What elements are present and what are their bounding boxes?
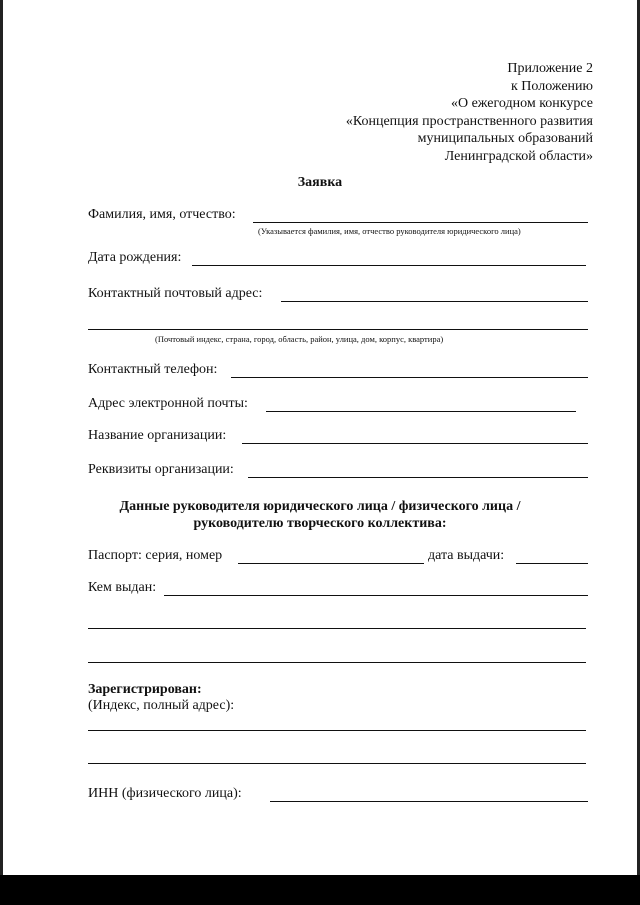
birth-date-label: Дата рождения: [88,250,182,265]
registered-sublabel-field [88,696,588,716]
scan-edge-left [0,0,3,875]
fio-field [88,205,588,225]
email-label: Адрес электронной почты: [88,396,248,411]
passport-number-input-line[interactable] [238,563,424,564]
registered-address-input-line-2[interactable] [88,763,586,764]
address-hint: (Почтовый индекс, страна, город, область, район, улица, дом, корпус, квартира) [155,334,444,344]
scan-bottom-border [0,875,640,905]
header-line: «Концепция пространственного развития [345,113,593,129]
phone-input-line[interactable] [231,377,588,378]
birth-date-input-line[interactable] [192,265,586,266]
issued-by-input-line-3[interactable] [88,662,586,663]
org-name-input-line[interactable] [242,443,588,444]
address-input-line-2[interactable] [88,329,588,330]
fio-input-line[interactable] [253,222,588,223]
section-title-line-1: Данные руководителя юридического лица / физического лица / [119,499,521,514]
address-input-line[interactable] [281,301,588,302]
phone-label: Контактный телефон: [88,362,218,377]
issued-by-input-line-2[interactable] [88,628,586,629]
header-line: «О ежегодном конкурсе [450,96,593,112]
registered-address-input-line[interactable] [88,730,586,731]
passport-date-label: дата выдачи: [428,548,505,563]
page-title: Заявка [297,175,343,190]
issued-by-label: Кем выдан: [88,580,157,595]
registered-label: Зарегистрирован: [88,682,202,697]
inn-input-line[interactable] [270,801,588,802]
inn-field [88,784,588,804]
org-details-field [88,460,588,480]
registered-sublabel: (Индекс, полный адрес): [88,698,235,713]
email-input-line[interactable] [266,411,576,412]
org-name-label: Название организации: [88,428,227,443]
section-title-line-2: руководителю творческого коллектива: [193,516,447,531]
email-field [88,394,588,414]
passport-date-input-line[interactable] [516,563,588,564]
header-line: Приложение 2 [507,61,593,76]
phone-field [88,360,588,380]
header-line: муниципальных образований [417,131,593,147]
address-field [88,284,588,304]
address-label: Контактный почтовый адрес: [88,286,263,301]
passport-field [88,546,588,566]
inn-label: ИНН (физического лица): [88,786,242,801]
birth-date-field [88,248,588,268]
fio-label: Фамилия, имя, отчество: [88,207,236,222]
org-details-label: Реквизиты организации: [88,462,234,477]
appendix-header [233,60,593,166]
header-line: к Положению [510,78,593,94]
issued-by-field [88,578,588,598]
fio-hint: (Указывается фамилия, имя, отчество руководителя юридического лица) [258,226,521,236]
org-details-input-line[interactable] [248,477,588,478]
org-name-field [88,426,588,446]
passport-label: Паспорт: серия, номер [88,548,223,563]
header-line: Ленинградской области» [444,148,593,164]
issued-by-input-line[interactable] [164,595,588,596]
